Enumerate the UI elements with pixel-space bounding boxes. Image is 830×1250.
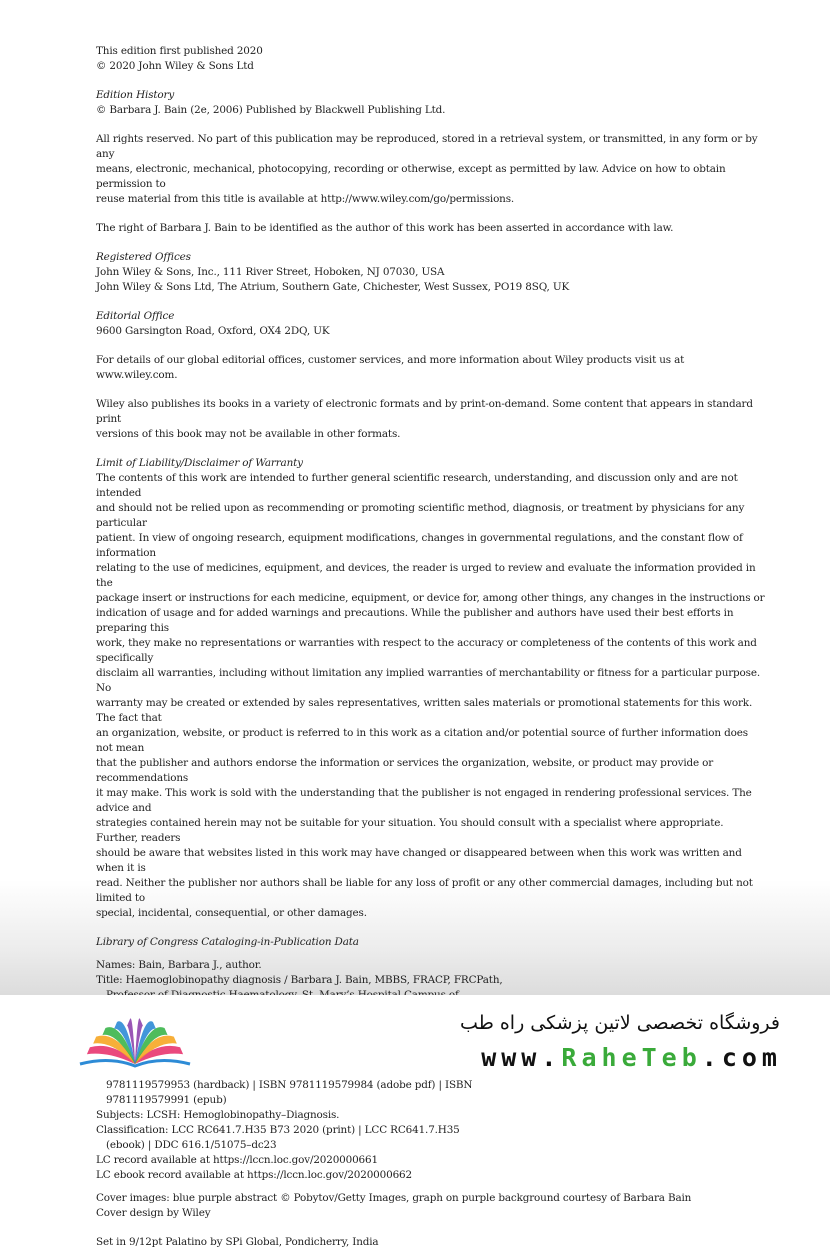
- author-right-statement: The right of Barbara J. Bain to be identified as the author of this work has been asserted in accordance with law.: [96, 222, 674, 234]
- editorial-office-heading: Editorial Office: [96, 310, 175, 322]
- warranty-line: read. Neither the publisher nor authors shall be liable for any loss of profit or any other commercial damages, including but not limited to: [96, 877, 753, 904]
- cip-line: 9781119579953 (hardback) | ISBN 9781119579984 (adobe pdf) | ISBN: [106, 1079, 473, 1091]
- warranty-line: special, incidental, consequential, or other damages.: [96, 907, 367, 919]
- warranty-text: [96, 471, 766, 921]
- edition-history-heading: Edition History: [96, 89, 175, 101]
- cover-design-credit: Cover design by Wiley: [96, 1207, 211, 1219]
- cip-line: Title: Haemoglobinopathy diagnosis / Barbara J. Bain, MBBS, FRACP, FRCPath,: [96, 974, 503, 986]
- warranty-line: work, they make no representations or warranties with respect to the accuracy or completeness of the contents of this work and specifically: [96, 637, 757, 664]
- warranty-line: relating to the use of medicines, equipment, and devices, the reader is urged to review and evaluate the information provided in the: [96, 562, 756, 589]
- rights-line-1: All rights reserved. No part of this publication may be reproduced, stored in a retrieval system, or transmitted, in any form or by any: [96, 133, 758, 160]
- site-suffix: .com: [701, 1043, 782, 1072]
- typeset-info: Set in 9/12pt Palatino by SPi Global, Pondicherry, India: [96, 1236, 379, 1248]
- warranty-line: warranty may be created or extended by sales representatives, written sales materials or promotional statements for this work. The fact that: [96, 697, 753, 724]
- cip-line: (ebook) | DDC 616.1/51075–dc23: [106, 1139, 277, 1151]
- copyright-line: © 2020 John Wiley & Sons Ltd: [96, 60, 254, 72]
- cip-line: Names: Bain, Barbara J., author.: [96, 959, 262, 971]
- site-prefix: www.: [481, 1043, 562, 1072]
- warranty-line: strategies contained herein may not be suitable for your situation. You should consult with a specialist where appropriate. Further, readers: [96, 817, 724, 844]
- warranty-line: patient. In view of ongoing research, equipment modifications, changes in governmental regulations, and the constant flow of information: [96, 532, 743, 559]
- global-offices-text: For details of our global editorial offices, customer services, and more information about Wiley products visit us at www.wiley.com.: [96, 354, 685, 381]
- registered-offices-heading: Registered Offices: [96, 251, 191, 263]
- warranty-heading: Limit of Liability/Disclaimer of Warranty: [96, 457, 303, 469]
- editorial-office-address: 9600 Garsington Road, Oxford, OX4 2DQ, UK: [96, 325, 330, 337]
- cip-heading: Library of Congress Cataloging-in-Publication Data: [96, 936, 359, 948]
- watermark-website: [481, 1043, 782, 1072]
- warranty-line: indication of usage and for added warnings and precautions. While the publisher and authors have used their best efforts in preparing this: [96, 607, 734, 634]
- registered-office-uk: John Wiley & Sons Ltd, The Atrium, Southern Gate, Chichester, West Sussex, PO19 8SQ, UK: [96, 281, 570, 293]
- warranty-line: should be aware that websites listed in this work may have changed or disappeared between when this work was written and when it is: [96, 847, 742, 874]
- cip-line: Classification: LCC RC641.7.H35 B73 2020 (print) | LCC RC641.7.H35: [96, 1124, 460, 1136]
- warranty-line: it may make. This work is sold with the understanding that the publisher is not engaged in rendering professional services. The advice and: [96, 787, 752, 814]
- edition-line: This edition first published 2020: [96, 45, 263, 57]
- cip-line: Subjects: LCSH: Hemoglobinopathy–Diagnosis.: [96, 1109, 340, 1121]
- warranty-line: that the publisher and authors endorse the information or services the organization, website, or product may provide or recommendations: [96, 757, 714, 784]
- rights-line-3: reuse material from this title is available at http://www.wiley.com/go/permissions.: [96, 193, 515, 205]
- edition-history-text: © Barbara J. Bain (2e, 2006) Published by Blackwell Publishing Ltd.: [96, 104, 446, 116]
- warranty-line: package insert or instructions for each medicine, equipment, or device for, among other things, any changes in the instructions or: [96, 592, 765, 604]
- warranty-line: disclaim all warranties, including without limitation any implied warranties of merchantability or fitness for a particular purpose. No: [96, 667, 760, 694]
- warranty-line: and should not be relied upon as recommending or promoting scientific method, diagnosis, or treatment by physicians for any particular: [96, 502, 745, 529]
- cover-images-credit: Cover images: blue purple abstract © Pobytov/Getty Images, graph on purple background courtesy of Barbara Bain: [96, 1192, 692, 1204]
- rights-line-2: means, electronic, mechanical, photocopying, recording or otherwise, except as permitted by law. Advice on how to obtain permission to: [96, 163, 726, 190]
- cip-line: LC record available at https://lccn.loc.gov/2020000661: [96, 1154, 378, 1166]
- watermark-store-name: فروشگاه تخصصی لاتین پزشکی راه طب: [460, 1012, 780, 1034]
- cip-line: LC ebook record available at https://lccn.loc.gov/2020000662: [96, 1169, 412, 1181]
- warranty-line: The contents of this work are intended to further general scientific research, understanding, and discussion only and are not intended: [96, 472, 738, 499]
- warranty-line: an organization, website, or product is referred to in this work as a citation and/or potential source of further information does not mean: [96, 727, 748, 754]
- cip-line: 9781119579991 (epub): [106, 1094, 227, 1106]
- formats-line-1: Wiley also publishes its books in a variety of electronic formats and by print-on-demand. Some content that appears in standard print: [96, 398, 753, 425]
- site-brand: RaheTeb: [561, 1043, 702, 1072]
- registered-office-us: John Wiley & Sons, Inc., 111 River Street, Hoboken, NJ 07030, USA: [96, 266, 445, 278]
- formats-line-2: versions of this book may not be available in other formats.: [96, 428, 401, 440]
- open-book-logo-icon: [70, 1010, 200, 1070]
